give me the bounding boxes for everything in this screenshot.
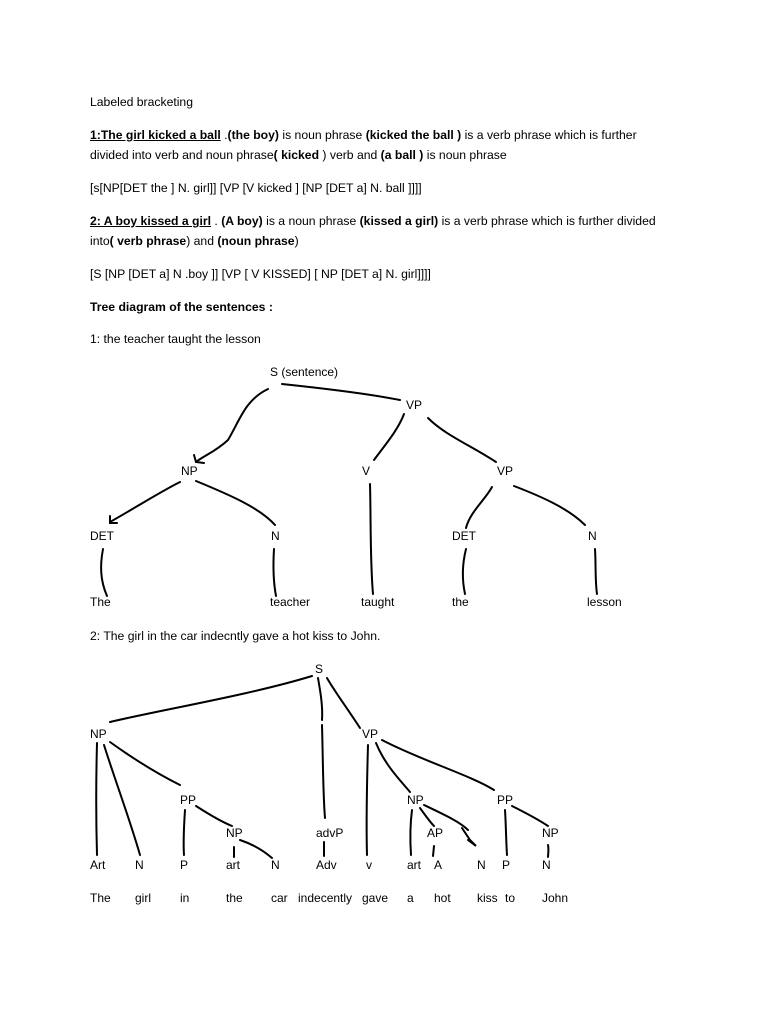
t2-pp2-p-stem (505, 810, 507, 855)
t2-pp-np-branch (196, 806, 232, 826)
t1-node-s: S (sentence) (270, 365, 339, 379)
tree-1-caption: 1: the teacher taught the lesson (90, 332, 261, 346)
t2-word-indecently: indecently (298, 891, 353, 905)
t2-pos-n-3: N (477, 858, 486, 872)
t2-pos-a: A (434, 858, 443, 872)
ex1-p3: is a verb phrase which is further (461, 128, 637, 142)
t2-node-ap: AP (427, 826, 444, 840)
t2-word-a: a (407, 891, 414, 905)
t1-node-n1: N (271, 529, 280, 543)
ex1-l2a: divided into verb and noun phrase (90, 148, 274, 162)
t2-node-np3: NP (407, 793, 424, 807)
ex2-l2b: ( verb phrase (109, 234, 187, 248)
t2-np3-art-stem (410, 810, 412, 855)
t2-vp-v-stem (367, 745, 368, 855)
t1-word-taught: taught (361, 595, 395, 609)
ex1-vp: (kicked the ball ) (365, 128, 462, 142)
ex1-np: (the boy) (227, 128, 279, 142)
t1-node-vp: VP (406, 398, 423, 412)
t2-pos-adv: Adv (316, 858, 337, 872)
ex1-l2c: ) verb and (319, 148, 381, 162)
t2-word-kiss: kiss (477, 891, 498, 905)
t2-pos-art-2: art (226, 858, 241, 872)
t2-node-advp: advP (316, 826, 344, 840)
ex1-l2d: (a ball ) (380, 148, 424, 162)
ex2-l2a: into (90, 234, 110, 248)
ex2-vp: (kissed a girl) (359, 214, 439, 228)
ex2-p1: . (211, 214, 222, 228)
t2-node-s: S (315, 662, 324, 676)
t1-node-n2: N (588, 529, 597, 543)
tree-heading: Tree diagram of the sentences : (90, 300, 273, 314)
t2-np-art-stem (96, 743, 97, 855)
t2-pp-p-stem (184, 810, 185, 855)
t2-np-pp-branch (110, 742, 180, 785)
ex1-p1: . (220, 128, 228, 142)
ex2-p3: is a verb phrase which is further divided (438, 214, 656, 228)
ex2-np: (A boy) (221, 214, 263, 228)
t2-s-center-stem (322, 725, 325, 818)
t1-node-np: NP (181, 464, 198, 478)
t2-n-arrow (462, 828, 476, 846)
t2-np2-n-branch (240, 840, 272, 858)
t1-node-vp2: VP (497, 464, 514, 478)
t2-word-hot: hot (434, 891, 451, 905)
ex2-l2e: ) (294, 234, 299, 248)
t1-node-det2: DET (452, 529, 476, 543)
example-1-bracketing: [s[NP[DET the ] N. girl]] [VP [V kicked ] [NP [DET a] N. ball ]]]] (90, 181, 422, 195)
t2-s-vp-branch (327, 678, 360, 728)
t2-vp-pp-branch (382, 740, 494, 790)
t2-pos-art-3: art (407, 858, 422, 872)
ex2-l2d: (noun phrase (217, 234, 295, 248)
ex1-l2b: ( kicked (273, 148, 320, 162)
ex1-p2: is noun phrase (278, 128, 366, 142)
t2-pos-art: Art (90, 858, 106, 872)
t2-word-to: to (505, 891, 516, 905)
t2-pp2-np-branch (512, 806, 548, 826)
t2-pos-p-2: P (502, 858, 511, 872)
example-1-label: 1:The girl kicked a ball (90, 128, 221, 142)
t2-np3-ap-branch (420, 808, 434, 826)
t2-word-the: The (90, 891, 111, 905)
t1-word-the-2: the (452, 595, 469, 609)
t2-pos-v: v (366, 858, 372, 872)
t2-word-john: John (542, 891, 569, 905)
t2-ap-a-stem (433, 846, 434, 856)
t2-node-np4: NP (542, 826, 559, 840)
t2-pos-p: P (180, 858, 189, 872)
t1-word-the: The (90, 595, 111, 609)
t2-pos-n-2: N (271, 858, 280, 872)
t2-word-car: car (271, 891, 288, 905)
t2-pos-n: N (135, 858, 144, 872)
t2-pos-n-4: N (542, 858, 551, 872)
t2-word-gave: gave (362, 891, 389, 905)
t2-node-vp: VP (362, 727, 379, 741)
ex1-l2e: is noun phrase (423, 148, 507, 162)
t2-word-in: in (180, 891, 190, 905)
t2-node-pp: PP (180, 793, 197, 807)
t1-word-lesson: lesson (587, 595, 622, 609)
ex2-l2c: ) and (186, 234, 218, 248)
t2-word-the-2: the (226, 891, 243, 905)
example-2-label: 2: A boy kissed a girl (90, 214, 212, 228)
t2-word-girl: girl (135, 891, 152, 905)
t2-node-pp2: PP (497, 793, 514, 807)
example-2-bracketing: [S [NP [DET a] N .boy ]] [VP [ V KISSED] [ NP [DET a] N. girl]]]] (90, 267, 431, 281)
t1-node-det1: DET (90, 529, 114, 543)
t1-word-teacher: teacher (270, 595, 311, 609)
tree-2-caption: 2: The girl in the car indecntly gave a hot kiss to John. (90, 629, 381, 643)
t2-node-np2: NP (226, 826, 243, 840)
t2-s-advp-branch (318, 678, 322, 720)
ex2-p2: is a noun phrase (262, 214, 360, 228)
t1-node-v: V (362, 464, 371, 478)
t2-node-np: NP (90, 727, 107, 741)
heading: Labeled bracketing (90, 95, 193, 109)
t2-s-np-branch (110, 676, 312, 722)
t2-np-n-branch (104, 745, 140, 855)
